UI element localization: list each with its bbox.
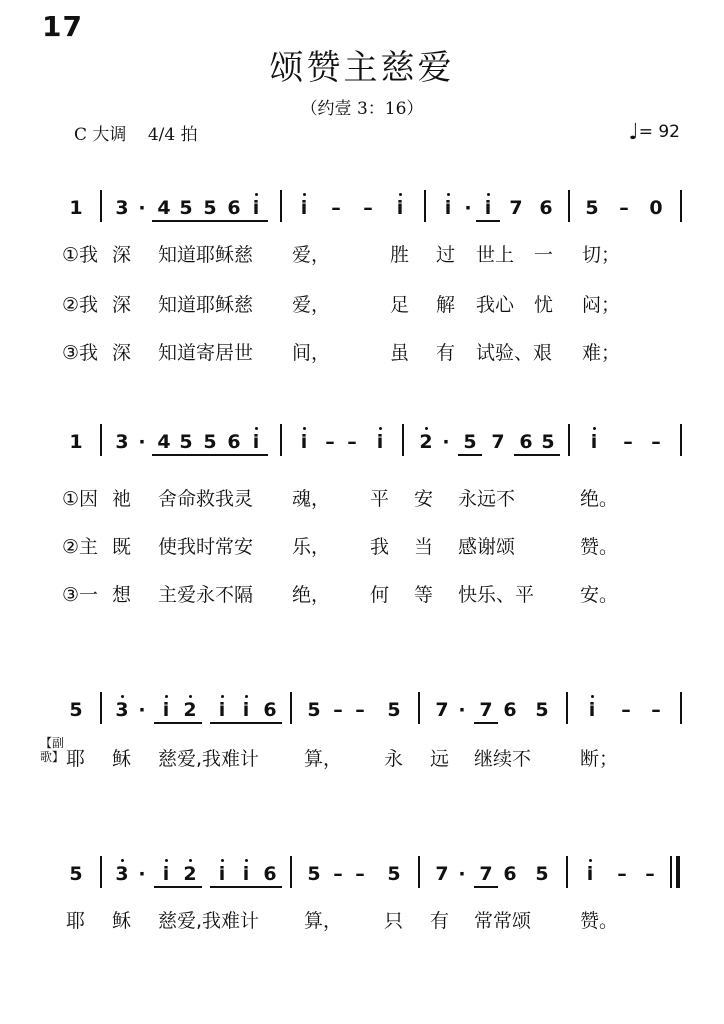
note: 5 [198, 430, 222, 456]
barline [290, 856, 292, 888]
dash: – [333, 863, 343, 885]
note: 6 [514, 430, 538, 456]
lyric-word: 切； [582, 244, 621, 266]
dash: – [347, 431, 357, 453]
lyric-word: 慈爱,我难计 [158, 910, 260, 932]
note-high: i [244, 430, 268, 456]
lyric-word: 有 [436, 342, 456, 364]
note: 6 [258, 698, 282, 724]
barline [100, 190, 102, 222]
dot: · [138, 431, 146, 453]
lyric-word: 平 [370, 488, 390, 510]
barline [280, 190, 282, 222]
lyric-word: 知道耶稣慈 [158, 244, 254, 266]
dash: – [651, 431, 661, 453]
dot: · [458, 863, 466, 885]
lyric-word: 主爱永不隔 [158, 584, 254, 606]
note: 5 [198, 196, 222, 222]
lyric-word: 快乐、平 [458, 584, 535, 606]
scripture-reference: （约壹 3：16） [300, 99, 424, 119]
note-high: i [154, 862, 178, 888]
lyric-word: 永远不 [458, 488, 516, 510]
note: 5 [585, 197, 599, 219]
lyric-word: 耶 [66, 910, 86, 932]
lyric-line [0, 744, 724, 774]
note: 5 [536, 430, 560, 456]
dot: · [138, 863, 146, 885]
lyric-word: 深 [112, 244, 132, 266]
note: 7 [474, 698, 498, 724]
lyric-word: 当 [414, 536, 434, 558]
final-barline-thin [670, 856, 672, 888]
dash: – [651, 699, 661, 721]
note-high: 3 [110, 698, 134, 722]
lyric-line [0, 484, 724, 514]
barline [418, 856, 420, 888]
note: 5 [307, 699, 321, 721]
note: 6 [258, 862, 282, 888]
key-signature: C 大调 [74, 125, 127, 145]
barline [280, 424, 282, 456]
barline [290, 692, 292, 724]
note-high: 2 [414, 430, 438, 454]
barline [566, 856, 568, 888]
dash: – [333, 699, 343, 721]
dot: · [458, 699, 466, 721]
staff-system-3 [0, 690, 724, 750]
lyric-word: 使我时常安 [158, 536, 254, 558]
lyric-word: 爱， [292, 244, 331, 266]
lyric-word: 继续不 [474, 748, 532, 770]
lyric-word: 爱， [292, 294, 331, 316]
barline [418, 692, 420, 724]
lyric-word: 慈爱,我难计 [158, 748, 260, 770]
barline [100, 692, 102, 724]
lyric-word: ①我 [62, 244, 99, 266]
lyric-word: 断； [580, 748, 619, 770]
lyric-word: ②我 [62, 294, 99, 316]
note-high: i [368, 430, 392, 454]
dash: – [363, 197, 373, 219]
barline [568, 190, 570, 222]
note: 3 [115, 197, 129, 219]
note: 5 [174, 430, 198, 456]
note: 7 [491, 431, 505, 453]
barline [424, 190, 426, 222]
barline [568, 424, 570, 456]
dash: – [325, 431, 335, 453]
lyric-word: 绝。 [580, 488, 619, 510]
lyric-word: 稣 [112, 748, 132, 770]
note: 6 [222, 196, 246, 222]
note: 6 [222, 430, 246, 456]
note-high: i [578, 862, 602, 886]
note: 0 [649, 197, 663, 219]
dash: – [331, 197, 341, 219]
lyric-word: 一 [534, 244, 554, 266]
note-high: i [582, 430, 606, 454]
lyric-word: 既 [112, 536, 132, 558]
staff-system-1 [0, 188, 724, 248]
lyric-line [0, 580, 724, 610]
note: 6 [503, 863, 517, 885]
lyric-word: 知道寄居世 [158, 342, 254, 364]
lyric-word: 虽 [390, 342, 410, 364]
lyric-word: 魂， [292, 488, 331, 510]
lyric-word: 常常颂 [474, 910, 532, 932]
lyric-word: 舍命救我灵 [158, 488, 254, 510]
lyric-word: 我心 [476, 294, 515, 316]
note-high: i [388, 196, 412, 220]
note-high: i [154, 698, 178, 724]
lyric-line [0, 906, 724, 936]
note-high: i [580, 698, 604, 722]
note: 6 [503, 699, 517, 721]
barline [100, 424, 102, 456]
note-high: i [436, 196, 460, 220]
lyric-word: 难； [582, 342, 621, 364]
dot: · [464, 197, 472, 219]
staff-system-4 [0, 854, 724, 914]
note-high: 2 [178, 862, 202, 888]
lyric-word: 深 [112, 294, 132, 316]
barline [100, 856, 102, 888]
lyric-word: 祂 [112, 488, 132, 510]
note-high: i [292, 196, 316, 220]
lyric-word: 有 [430, 910, 450, 932]
lyric-word: 想 [112, 584, 132, 606]
note: 4 [152, 430, 176, 456]
note: 5 [69, 863, 83, 885]
song-title: 颂赞主慈爱 [269, 48, 455, 88]
dot: · [442, 431, 450, 453]
lyric-line [0, 532, 724, 562]
note: 7 [509, 197, 523, 219]
lyric-line [0, 240, 724, 270]
lyric-line [0, 338, 724, 368]
lyric-word: 赞。 [580, 536, 619, 558]
lyric-line [0, 290, 724, 320]
note: 1 [69, 431, 83, 453]
dot: · [138, 699, 146, 721]
final-barline-thick [676, 856, 680, 888]
dash: – [617, 863, 627, 885]
lyric-word: 乐， [292, 536, 331, 558]
lyric-word: 算， [304, 910, 343, 932]
lyric-word: 胜 [390, 244, 410, 266]
lyric-word: 安 [414, 488, 434, 510]
lyric-word: 安。 [580, 584, 619, 606]
chorus-tag: 【副歌】 [40, 736, 65, 764]
dash: – [355, 863, 365, 885]
note: 5 [307, 863, 321, 885]
lyric-word: 远 [430, 748, 450, 770]
note: 4 [152, 196, 176, 222]
note-high: 2 [178, 698, 202, 724]
lyric-word: 世上 [476, 244, 515, 266]
lyric-word: 忧 [534, 294, 554, 316]
dash: – [621, 699, 631, 721]
quarter-note-icon: ♩ [628, 120, 639, 145]
dash: – [619, 197, 629, 219]
barline [680, 692, 682, 724]
dash: – [355, 699, 365, 721]
lyric-word: ③一 [62, 584, 99, 606]
lyric-word: 何 [370, 584, 390, 606]
note: 1 [69, 197, 83, 219]
lyric-word: 我 [370, 536, 390, 558]
lyric-word: ③我 [62, 342, 99, 364]
lyric-word: 绝， [292, 584, 331, 606]
note: 5 [535, 863, 549, 885]
lyric-word: 等 [414, 584, 434, 606]
lyric-word: 赞。 [580, 910, 619, 932]
lyric-word: 过 [436, 244, 456, 266]
tempo-marking [628, 118, 680, 143]
note-high: i [210, 698, 234, 724]
lyric-word: 间， [292, 342, 331, 364]
note: 5 [174, 196, 198, 222]
key-time-signature [74, 120, 214, 145]
lyric-word: 感谢颂 [458, 536, 516, 558]
note: 5 [458, 430, 482, 456]
lyric-word: 深 [112, 342, 132, 364]
barline [566, 692, 568, 724]
tempo-value: = 92 [638, 122, 680, 142]
lyric-word: 知道耶稣慈 [158, 294, 254, 316]
note: 7 [435, 699, 449, 721]
lyric-word: ①因 [62, 488, 99, 510]
lyric-word: 足 [390, 294, 410, 316]
note: 5 [387, 863, 401, 885]
note-high: i [234, 698, 258, 724]
note-high: i [292, 430, 316, 454]
note: 6 [539, 197, 553, 219]
note: 5 [387, 699, 401, 721]
lyric-word: ②主 [62, 536, 99, 558]
lyric-word: 耶 [66, 748, 86, 770]
lyric-word: 算， [304, 748, 343, 770]
note: 7 [435, 863, 449, 885]
note: 5 [69, 699, 83, 721]
barline [680, 424, 682, 456]
note-high: i [210, 862, 234, 888]
lyric-word: 稣 [112, 910, 132, 932]
note: 3 [115, 431, 129, 453]
lyric-word: 永 [384, 748, 404, 770]
note-high: i [244, 196, 268, 222]
lyric-word: 只 [384, 910, 404, 932]
note: 7 [474, 862, 498, 888]
lyric-word: 闷； [582, 294, 621, 316]
dash: – [645, 863, 655, 885]
barline [680, 190, 682, 222]
note-high: i [476, 196, 500, 222]
note-high: i [234, 862, 258, 888]
page-number: 17 [42, 10, 83, 43]
lyric-word: 解 [436, 294, 456, 316]
barline [402, 424, 404, 456]
dash: – [623, 431, 633, 453]
staff-system-2 [0, 422, 724, 482]
time-signature: 4/4 拍 [147, 125, 198, 145]
note-high: 3 [110, 862, 134, 886]
lyric-word: 试验、艰 [476, 342, 553, 364]
dot: · [138, 197, 146, 219]
note: 5 [535, 699, 549, 721]
